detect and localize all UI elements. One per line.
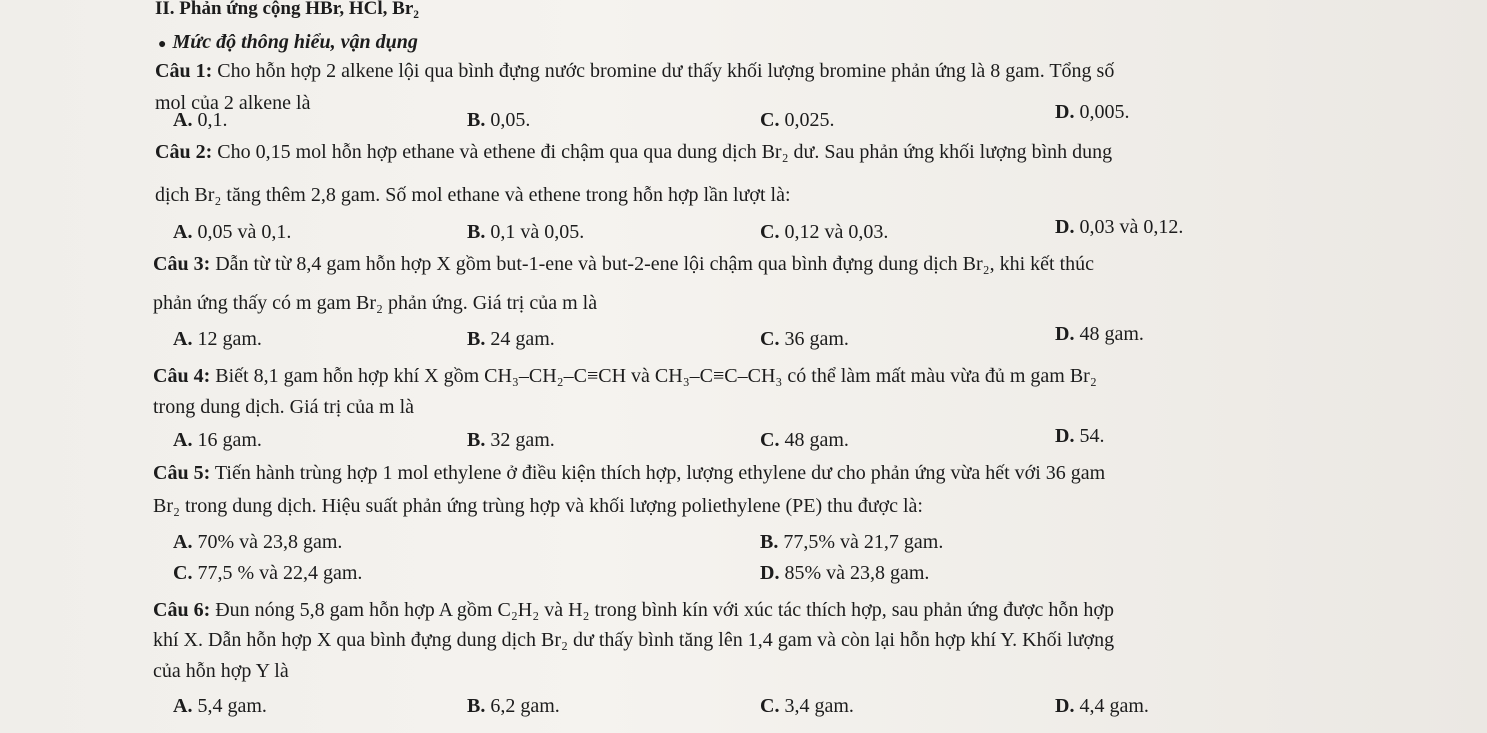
question-3-label: Câu 3:	[153, 253, 211, 275]
question-3-option-c[interactable]: C. 36 gam.	[760, 328, 849, 350]
question-2-option-c[interactable]: C. 0,12 và 0,03.	[760, 221, 889, 243]
question-5-line-1	[153, 461, 1105, 485]
question-5-option-b[interactable]: B. 77,5% và 21,7 gam.	[760, 531, 944, 553]
question-2-label: Câu 2:	[155, 141, 213, 163]
question-6-option-d[interactable]: D. 4,4 gam.	[1055, 695, 1149, 717]
question-1-option-b[interactable]: B. 0,05.	[467, 109, 531, 131]
question-4-line-2: trong dung dịch. Giá trị của m là	[153, 396, 415, 418]
question-3-option-d[interactable]: D. 48 gam.	[1055, 323, 1144, 345]
level-label: Mức độ thông hiểu, vận dụng	[172, 31, 418, 53]
question-2-option-d[interactable]: D. 0,03 và 0,12.	[1055, 216, 1184, 238]
question-5-line-2: Br₂ trong dung dịch. Hiệu suất phản ứng trùng hợp và khối lượng poliethylene (PE) thu được là:	[153, 495, 923, 517]
question-4-text: Biết 8,1 gam hỗn hợp khí X gồm CH₃–CH₂–C≡CH và CH₃–C≡C–CH₃ có thể làm mất màu vừa đủ m gam Br₂	[215, 365, 1097, 387]
question-6-text: Đun nóng 5,8 gam hỗn hợp A gồm C₂H₂ và H₂ trong bình kín với xúc tác thích hợp, sau phản ứng được hỗn hợp	[215, 599, 1114, 621]
question-6-line-3: của hỗn hợp Y là	[153, 660, 289, 682]
question-1-label: Câu 1:	[155, 60, 213, 82]
question-5-option-c[interactable]: C. 77,5 % và 22,4 gam.	[173, 562, 363, 584]
question-2-line-1	[155, 140, 1112, 164]
question-6-label: Câu 6:	[153, 599, 211, 621]
question-6-line-2: khí X. Dẫn hỗn hợp X qua bình đựng dung dịch Br₂ dư thấy bình tăng lên 1,4 gam và còn lại hỗn hợp khí Y. Khối lượng	[153, 629, 1115, 651]
question-1-line-2: mol của 2 alkene là	[155, 92, 311, 114]
level-heading	[158, 30, 418, 57]
question-4-option-a[interactable]: A. 16 gam.	[173, 429, 262, 451]
question-2-line-2: dịch Br₂ tăng thêm 2,8 gam. Số mol ethane và ethene trong hỗn hợp lần lượt là:	[155, 184, 791, 206]
question-5-label: Câu 5:	[153, 462, 211, 484]
question-2-option-b[interactable]: B. 0,1 và 0,05.	[467, 221, 585, 243]
question-1-text: Cho hỗn hợp 2 alkene lội qua bình đựng nước bromine dư thấy khối lượng bromine phản ứng là 8 gam. Tổng số	[217, 60, 1115, 82]
bullet-icon: ●	[158, 37, 167, 52]
question-3-line-1	[153, 252, 1094, 276]
question-1-line-1	[155, 59, 1114, 83]
question-5-option-a[interactable]: A. 70% và 23,8 gam.	[173, 531, 343, 553]
question-4-option-d[interactable]: D. 54.	[1055, 425, 1105, 447]
question-4-option-c[interactable]: C. 48 gam.	[760, 429, 849, 451]
question-2-option-a[interactable]: A. 0,05 và 0,1.	[173, 221, 292, 243]
question-3-option-b[interactable]: B. 24 gam.	[467, 328, 555, 350]
question-6-line-1	[153, 598, 1114, 622]
question-6-option-a[interactable]: A. 5,4 gam.	[173, 695, 267, 717]
question-4-label: Câu 4:	[153, 365, 211, 387]
question-6-option-c[interactable]: C. 3,4 gam.	[760, 695, 854, 717]
question-3-option-a[interactable]: A. 12 gam.	[173, 328, 262, 350]
question-2-text: Cho 0,15 mol hỗn hợp ethane và ethene đi chậm qua qua dung dịch Br₂ dư. Sau phản ứng khối lượng bình dung	[217, 141, 1113, 163]
question-1-option-c[interactable]: C. 0,025.	[760, 109, 835, 131]
question-4-line-1	[153, 364, 1097, 388]
question-6-option-b[interactable]: B. 6,2 gam.	[467, 695, 560, 717]
question-5-text: Tiến hành trùng hợp 1 mol ethylene ở điều kiện thích hợp, lượng ethylene dư cho phản ứng vừa hết với 36 gam	[214, 462, 1106, 484]
question-1-option-d[interactable]: D. 0,005.	[1055, 101, 1130, 123]
question-3-text: Dẫn từ từ 8,4 gam hỗn hợp X gồm but-1-ene và but-2-ene lội chậm qua bình đựng dung dịch Br₂, khi kết thúc	[215, 253, 1095, 275]
section-title: II. Phản ứng cộng HBr, HCl, Br₂	[155, 0, 419, 19]
question-5-option-d[interactable]: D. 85% và 23,8 gam.	[760, 562, 930, 584]
question-4-option-b[interactable]: B. 32 gam.	[467, 429, 555, 451]
question-1-option-a[interactable]: A. 0,1.	[173, 109, 228, 131]
question-3-line-2: phản ứng thấy có m gam Br₂ phản ứng. Giá trị của m là	[153, 292, 598, 314]
